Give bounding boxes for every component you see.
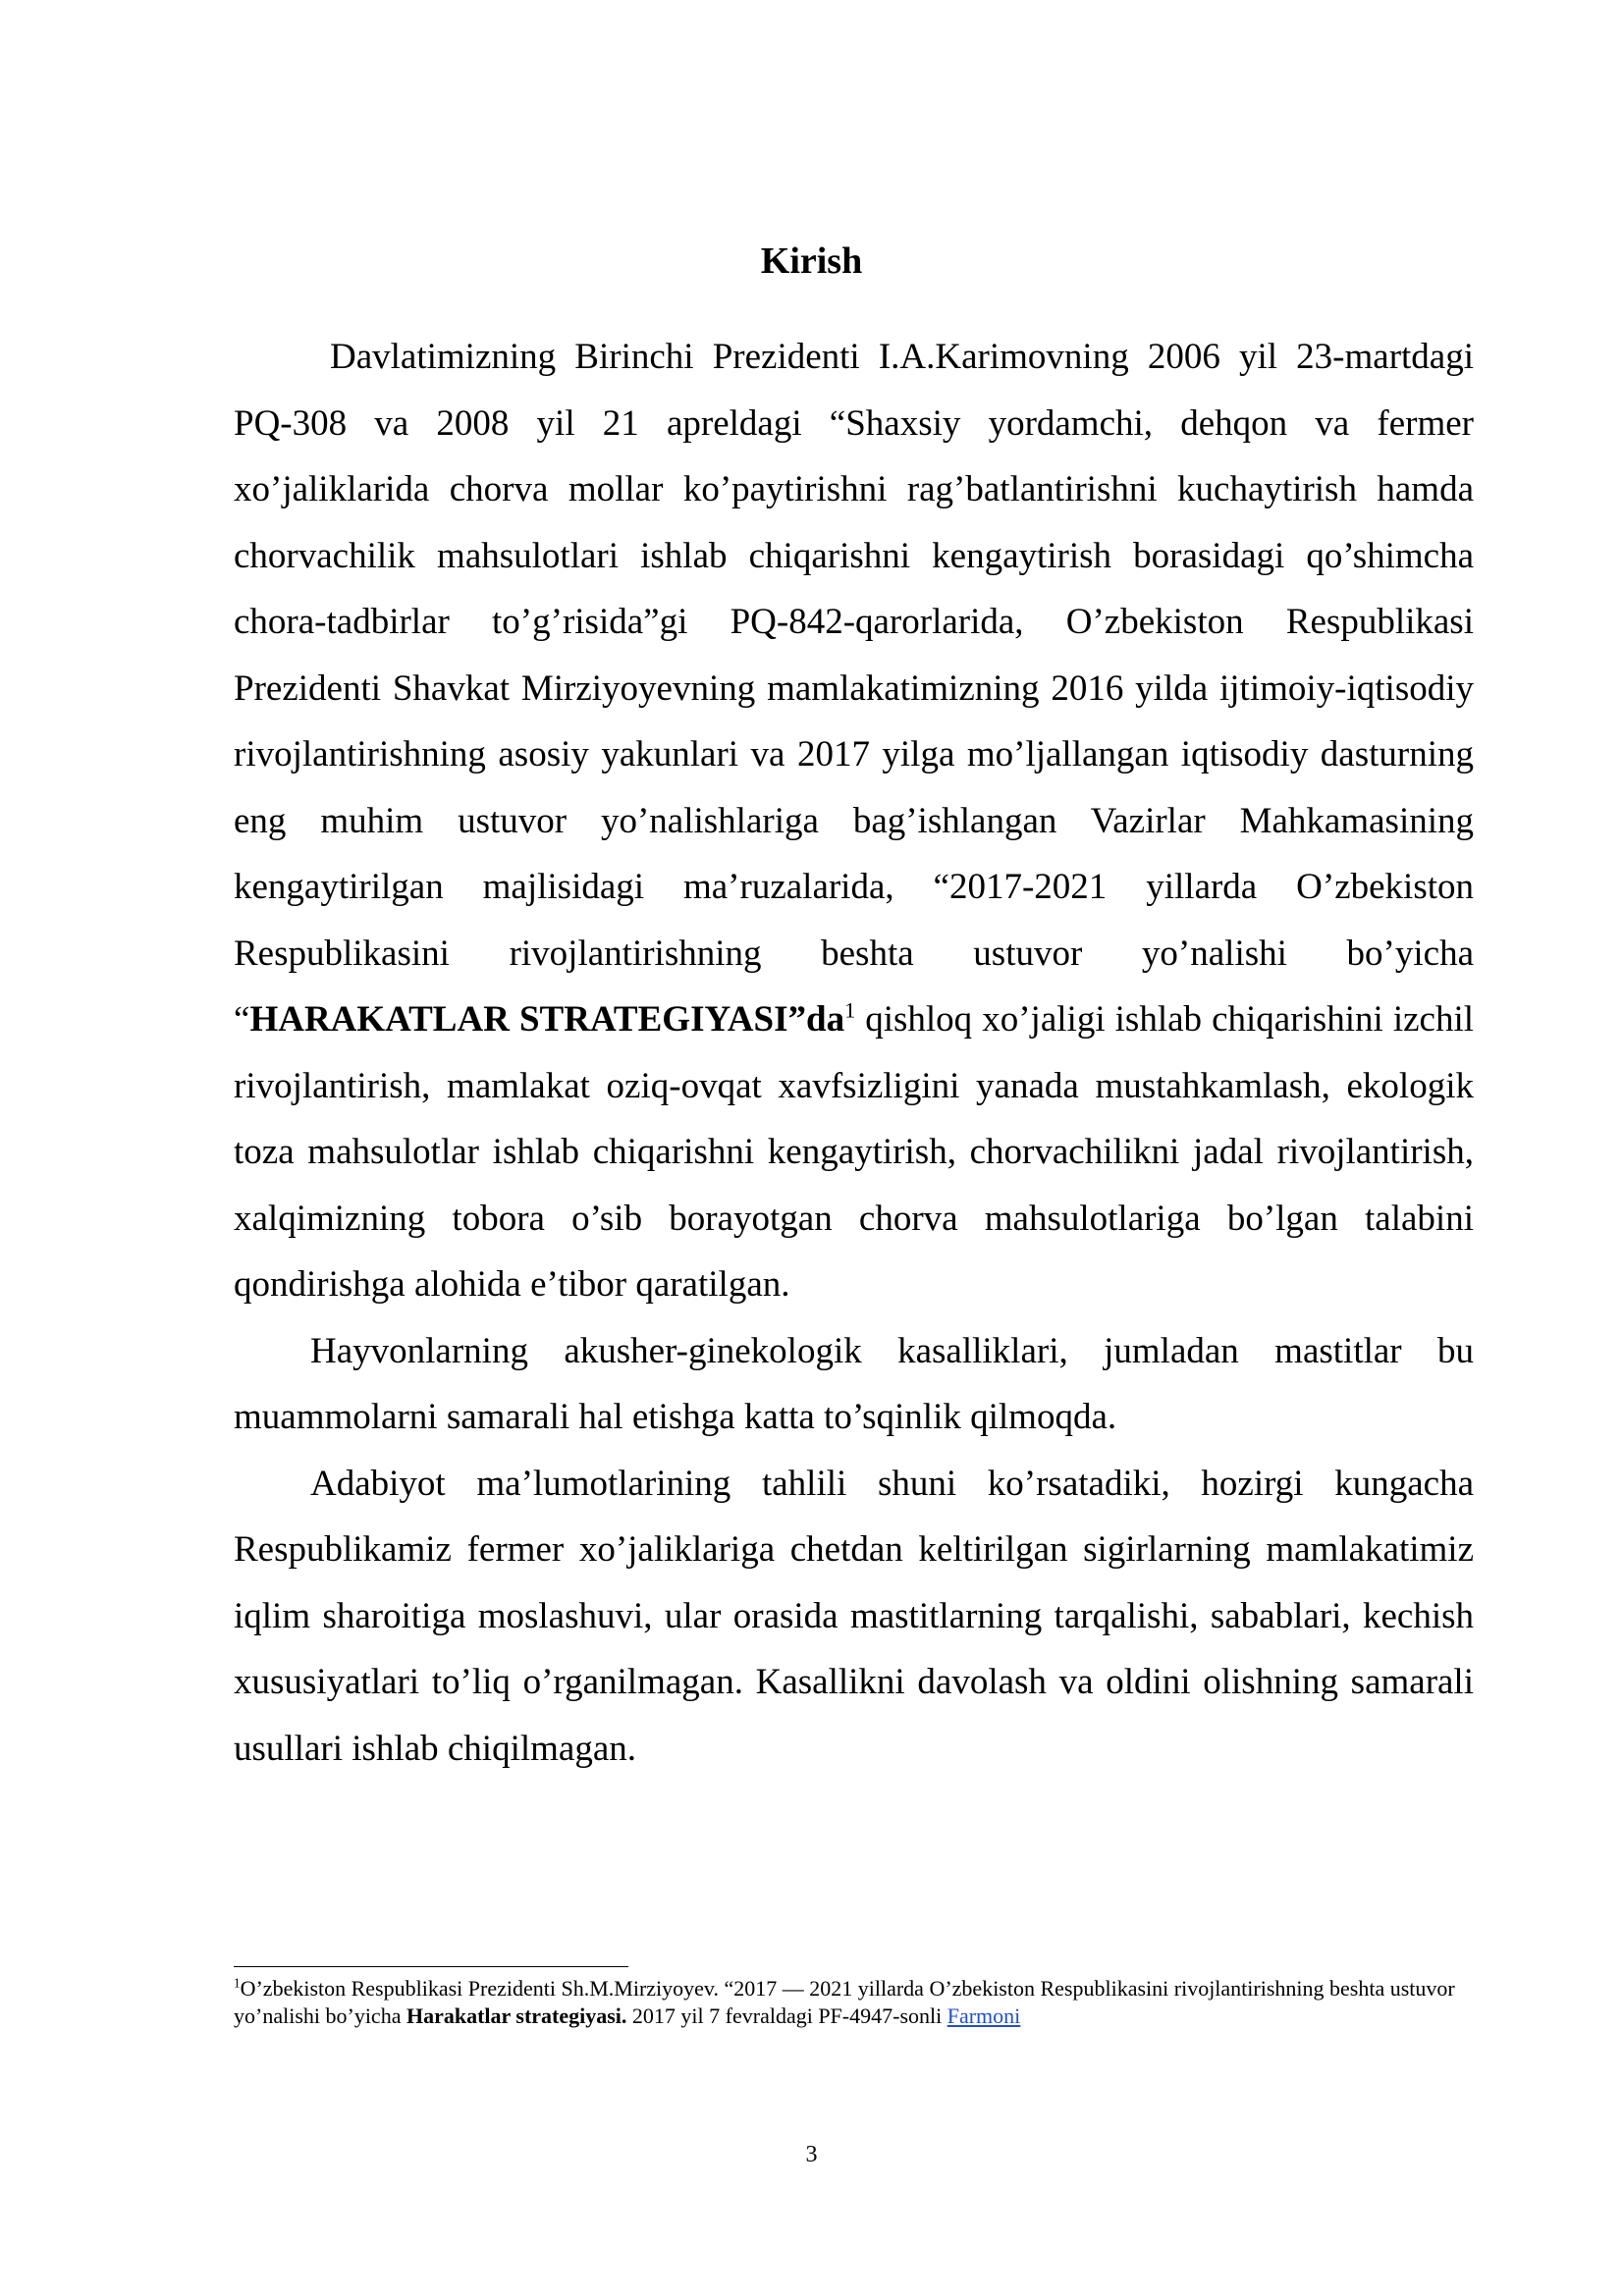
paragraph-intro-text-end: qishloq xo’jaligi ishlab chiqarishini izchil rivojlantirish, mamlakat oziq-ovqat xavfsizligini yanada mustahkamlash, ekologik toza mahsulotlar ishlab chiqarishni kengaytirish, chorvachilikni jadal rivojlantirish, xalqimizning tobora o’sib borayotgan chorva mahsulotlariga bo’lgan talabini qondirishga alohida e’tibor qaratilgan. xyxy=(234,999,1475,1305)
footnote-link-farmoni[interactable]: Farmoni xyxy=(947,2003,1021,2028)
strategy-bold-text: HARAKATLAR STRATEGIYASI”da xyxy=(249,999,845,1040)
paragraph-intro-text-start: Davlatimizning Birinchi Prezidenti I.A.Karimovning 2006 yil 23-martdagi PQ-308 va 2008 yil 21 apreldagi “Shaxsiy yordamchi, dehqon va fermer xo’jaliklarida chorva mollar ko’paytirishni rag’batlantirishni kuchaytirish hamda chorvachilik mahsulotlari ishlab chiqarishni kengaytirish borasidagi qo’shimcha chora-tadbirlar to’g’risida”gi PQ-842-qarorlarida, O’zbekiston Respublikasi Prezidenti Shavkat Mirziyoyevning mamlakatimizning 2016 yilda ijtimoiy-iqtisodiy rivojlantirishning asosiy yakunlari va 2017 yilga mo’ljallangan iqtisodiy dasturning eng muhim ustuvor yo’nalishlariga bag’ishlangan Vazirlar Mahkamasining kengaytirilgan majlisidagi ma’ruzalarida, “2017-2021 yillarda O’zbekiston Respublikasini rivojlantirishning beshta ustuvor yo’nalishi bo’yicha “ xyxy=(234,337,1474,1040)
paragraph-diseases: Hayvonlarning akusher-ginekologik kasalliklari, jumladan mastitlar bu muammolarni samarali hal etishga katta to’sqinlik qilmoqda. xyxy=(234,1330,1474,1437)
footnote-number: 1 xyxy=(234,1975,241,1991)
footnote-separator xyxy=(234,1966,628,1967)
footnote xyxy=(234,1975,1474,2030)
footnote-bold-text: Harakatlar strategiyasi. xyxy=(406,2003,627,2028)
paragraph-literature: Adabiyot ma’lumotlarining tahlili shuni ko’rsatadiki, hozirgi kungacha Respublikamiz fermer xo’jaliklariga chetdan keltirilgan sigirlarning mamlakatimiz iqlim sharoitiga moslashuvi, ular orasida mastitlarning tarqalishi, sabablari, kechish xususiyatlari to’liq o’rganilmagan. Kasallikni davolash va oldini olishning samarali usullari ishlab chiqilmagan. xyxy=(234,1463,1474,1769)
paragraph-intro xyxy=(234,324,1474,1318)
body-text xyxy=(234,324,1474,1782)
footnote-text-start: O’zbekiston Respublikasi Prezidenti Sh.M.Mirziyoyev. “2017 — 2021 yillarda O’zbekiston Respublikasini rivojlantirishning beshta ustuvor yo’nalishi bo’yicha xyxy=(234,1976,1455,2028)
footnote-reference: 1 xyxy=(844,997,856,1023)
page-title: Kirish xyxy=(760,240,863,282)
footnote-text-middle: 2017 yil 7 fevraldagi PF-4947-sonli xyxy=(626,2003,947,2028)
page-number: 3 xyxy=(805,2142,818,2167)
